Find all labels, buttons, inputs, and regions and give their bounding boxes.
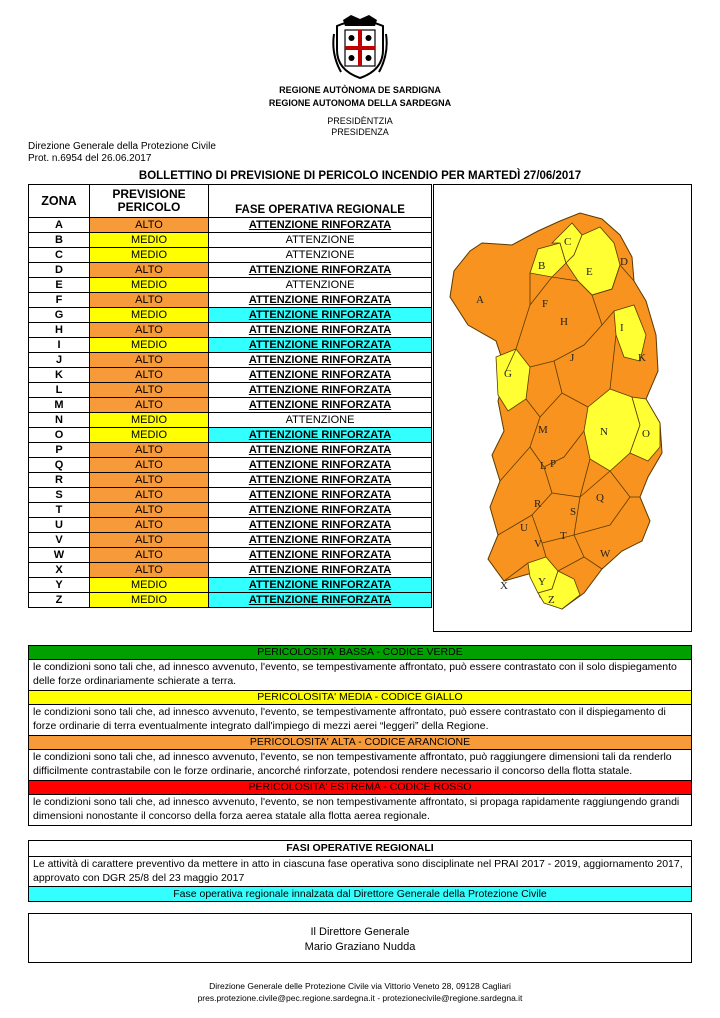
zone-hazard-level: MEDIO	[90, 413, 209, 428]
zone-operational-phase: ATTENZIONE	[209, 248, 432, 263]
svg-text:V: V	[534, 538, 542, 550]
zone-hazard-level: ALTO	[90, 293, 209, 308]
signature-name: Mario Graziano Nudda	[304, 941, 416, 953]
svg-text:U: U	[520, 522, 528, 534]
zone-code: N	[29, 413, 90, 428]
zone-hazard-level: ALTO	[90, 563, 209, 578]
zone-row-o	[29, 428, 432, 443]
zone-operational-phase: ATTENZIONE RINFORZATA	[209, 368, 432, 383]
zone-operational-phase: ATTENZIONE RINFORZATA	[209, 323, 432, 338]
col-header-zona: ZONA	[29, 185, 90, 218]
zone-hazard-level: ALTO	[90, 368, 209, 383]
zone-operational-phase: ATTENZIONE RINFORZATA	[209, 593, 432, 608]
zone-operational-phase: ATTENZIONE RINFORZATA	[209, 443, 432, 458]
zone-row-l	[29, 383, 432, 398]
zone-row-z	[29, 593, 432, 608]
hazard-legend-items	[29, 646, 691, 825]
legend-description-2: le condizioni sono tali che, ad innesco avvenuto, l'evento, se non tempestivamente affrontato, può raggiungere dimensioni tali da renderlo difficilmente contrastabile con le forze ordinarie, ancorché rinforzate, potendosi rendere necessario il concorso della flotta statale.	[29, 750, 691, 781]
zone-code: E	[29, 278, 90, 293]
zone-hazard-level: ALTO	[90, 548, 209, 563]
zone-operational-phase: ATTENZIONE RINFORZATA	[209, 353, 432, 368]
svg-text:H: H	[560, 316, 568, 328]
zone-row-y	[29, 578, 432, 593]
zone-operational-phase: ATTENZIONE RINFORZATA	[209, 488, 432, 503]
zone-code: H	[29, 323, 90, 338]
zone-operational-phase: ATTENZIONE RINFORZATA	[209, 398, 432, 413]
zone-operational-phase: ATTENZIONE RINFORZATA	[209, 218, 432, 233]
svg-text:D: D	[620, 256, 628, 268]
legend-title-1: PERICOLOSITA' MEDIA - CODICE GIALLO	[29, 691, 691, 705]
svg-text:S: S	[570, 506, 577, 518]
svg-text:Q: Q	[596, 492, 604, 504]
zone-code: V	[29, 533, 90, 548]
zone-operational-phase: ATTENZIONE RINFORZATA	[209, 473, 432, 488]
svg-text:A: A	[476, 294, 484, 306]
zone-operational-phase: ATTENZIONE RINFORZATA	[209, 518, 432, 533]
zone-operational-phase: ATTENZIONE	[209, 278, 432, 293]
zone-code: C	[29, 248, 90, 263]
svg-text:B: B	[538, 260, 546, 272]
region-seal-logo	[331, 14, 389, 80]
zone-operational-phase: ATTENZIONE RINFORZATA	[209, 533, 432, 548]
zone-code: Q	[29, 458, 90, 473]
svg-text:C: C	[564, 236, 572, 248]
zone-row-d	[29, 263, 432, 278]
zone-hazard-level: ALTO	[90, 443, 209, 458]
zone-operational-phase: ATTENZIONE	[209, 233, 432, 248]
zone-hazard-level: ALTO	[90, 353, 209, 368]
svg-text:W: W	[600, 548, 611, 560]
svg-text:M: M	[538, 424, 548, 436]
zone-code: U	[29, 518, 90, 533]
svg-text:J: J	[570, 352, 575, 364]
zone-row-p	[29, 443, 432, 458]
zone-code: A	[29, 218, 90, 233]
zone-hazard-level: MEDIO	[90, 338, 209, 353]
zone-operational-phase: ATTENZIONE RINFORZATA	[209, 428, 432, 443]
zone-code: X	[29, 563, 90, 578]
zones-table	[28, 184, 432, 608]
zone-hazard-level: MEDIO	[90, 593, 209, 608]
svg-text:F: F	[542, 298, 549, 310]
zone-hazard-level: ALTO	[90, 518, 209, 533]
zone-hazard-level: ALTO	[90, 533, 209, 548]
footer-emails: pres.protezione.civile@pec.regione.sardegna.it - protezionecivile@regione.sardegna.it	[197, 993, 523, 1003]
svg-text:Z: Z	[548, 594, 555, 606]
col-header-previsione-line2: PERICOLO	[117, 200, 181, 214]
zone-row-w	[29, 548, 432, 563]
zone-code: M	[29, 398, 90, 413]
zone-code: G	[29, 308, 90, 323]
signature-box	[28, 913, 692, 963]
zone-operational-phase: ATTENZIONE RINFORZATA	[209, 458, 432, 473]
zone-hazard-level: MEDIO	[90, 578, 209, 593]
zone-code: P	[29, 443, 90, 458]
zone-row-s	[29, 488, 432, 503]
svg-text:G: G	[504, 368, 512, 380]
region-name-italian: REGIONE AUTONOMA DELLA SARDEGNA	[268, 98, 452, 108]
zone-row-b	[29, 233, 432, 248]
office-name-sardinian: PRESIDÈNTZIA	[327, 116, 393, 126]
zone-code: Z	[29, 593, 90, 608]
zone-hazard-level: MEDIO	[90, 308, 209, 323]
operational-phases-box	[28, 840, 692, 902]
zone-row-t	[29, 503, 432, 518]
zone-operational-phase: ATTENZIONE RINFORZATA	[209, 578, 432, 593]
zone-hazard-level: ALTO	[90, 263, 209, 278]
protocol-number: Prot. n.6954 del 26.06.2017	[28, 153, 152, 164]
svg-text:L: L	[540, 460, 547, 472]
zone-row-c	[29, 248, 432, 263]
zone-code: L	[29, 383, 90, 398]
zone-row-e	[29, 278, 432, 293]
zone-code: F	[29, 293, 90, 308]
zone-hazard-level: ALTO	[90, 398, 209, 413]
operational-phases-text: Le attività di carattere preventivo da mettere in atto in ciascuna fase operativa sono disciplinate nel PRAI 2017 - 2019, aggiornamento 2017, approvato con DGR 25/8 del 23 maggio 2017	[29, 857, 691, 887]
col-header-previsione	[90, 185, 209, 218]
zone-code: W	[29, 548, 90, 563]
zone-operational-phase: ATTENZIONE RINFORZATA	[209, 383, 432, 398]
zone-operational-phase: ATTENZIONE RINFORZATA	[209, 308, 432, 323]
zones-table-header	[29, 185, 432, 218]
zone-row-n	[29, 413, 432, 428]
region-name-sardinian: REGIONE AUTÒNOMA DE SARDIGNA	[279, 85, 441, 95]
zone-code: R	[29, 473, 90, 488]
footer-address: Direzione Generale delle Protezione Civile via Vittorio Veneto 28, 09128 Cagliari	[209, 981, 511, 991]
svg-text:P: P	[550, 458, 557, 470]
zone-code: T	[29, 503, 90, 518]
zone-operational-phase: ATTENZIONE	[209, 413, 432, 428]
zone-row-r	[29, 473, 432, 488]
legend-description-0: le condizioni sono tali che, ad innesco avvenuto, l'evento, se tempestivamente affrontato, può essere contrastato con il solo dispiegamento delle forze ordinariamente schierate a terra.	[29, 660, 691, 691]
sardinia-zone-map	[433, 184, 692, 632]
col-header-fase: FASE OPERATIVA REGIONALE	[209, 185, 432, 218]
zone-row-v	[29, 533, 432, 548]
zone-hazard-level: ALTO	[90, 488, 209, 503]
zone-hazard-level: ALTO	[90, 473, 209, 488]
svg-text:R: R	[534, 498, 542, 510]
operational-phases-title: FASI OPERATIVE REGIONALI	[29, 841, 691, 857]
zone-row-x	[29, 563, 432, 578]
zone-code: O	[29, 428, 90, 443]
zone-code: I	[29, 338, 90, 353]
zone-code: K	[29, 368, 90, 383]
zone-row-m	[29, 398, 432, 413]
zone-operational-phase: ATTENZIONE RINFORZATA	[209, 548, 432, 563]
zone-hazard-level: ALTO	[90, 503, 209, 518]
legend-title-3: PERICOLOSITA' ESTREMA - CODICE ROSSO	[29, 781, 691, 795]
zone-code: Y	[29, 578, 90, 593]
zone-operational-phase: ATTENZIONE RINFORZATA	[209, 503, 432, 518]
zone-code: B	[29, 233, 90, 248]
office-name-italian: PRESIDENZA	[331, 127, 389, 137]
zone-row-f	[29, 293, 432, 308]
zone-operational-phase: ATTENZIONE RINFORZATA	[209, 263, 432, 278]
legend-description-3: le condizioni sono tali che, ad innesco avvenuto, l'evento, se non tempestivamente affrontato, si propaga rapidamente raggiungendo grandi dimensioni nonostante il concorso della forza aerea statale alla flotta aerea regionale.	[33, 796, 680, 822]
zone-hazard-level: ALTO	[90, 323, 209, 338]
zone-code: J	[29, 353, 90, 368]
zone-hazard-level: MEDIO	[90, 248, 209, 263]
zone-row-h	[29, 323, 432, 338]
zone-code: S	[29, 488, 90, 503]
zone-operational-phase: ATTENZIONE RINFORZATA	[209, 338, 432, 353]
zone-hazard-level: MEDIO	[90, 233, 209, 248]
zone-row-g	[29, 308, 432, 323]
zone-hazard-level: ALTO	[90, 218, 209, 233]
svg-text:N: N	[600, 426, 608, 438]
zones-table-body	[29, 218, 432, 608]
zone-row-i	[29, 338, 432, 353]
legend-title-2: PERICOLOSITA' ALTA - CODICE ARANCIONE	[29, 736, 691, 750]
directorate-name: Direzione Generale della Protezione Civile	[28, 141, 216, 152]
zone-row-a	[29, 218, 432, 233]
zone-operational-phase: ATTENZIONE RINFORZATA	[209, 293, 432, 308]
svg-text:E: E	[586, 266, 593, 278]
sardinia-map-svg	[434, 185, 691, 631]
zone-hazard-level: ALTO	[90, 458, 209, 473]
svg-text:K: K	[638, 352, 646, 364]
svg-text:X: X	[500, 580, 508, 592]
svg-text:I: I	[620, 322, 624, 334]
svg-text:O: O	[642, 428, 650, 440]
zone-hazard-level: ALTO	[90, 383, 209, 398]
zone-row-j	[29, 353, 432, 368]
zone-row-u	[29, 518, 432, 533]
svg-text:Y: Y	[538, 576, 546, 588]
legend-title-0: PERICOLOSITA' BASSA - CODICE VERDE	[29, 646, 691, 660]
bulletin-title: BOLLETTINO DI PREVISIONE DI PERICOLO INCENDIO PER MARTEDÌ 27/06/2017	[138, 170, 582, 182]
zone-hazard-level: MEDIO	[90, 278, 209, 293]
zone-row-q	[29, 458, 432, 473]
svg-text:T: T	[560, 530, 567, 542]
zone-operational-phase: ATTENZIONE RINFORZATA	[209, 563, 432, 578]
raised-phase-note: Fase operativa regionale innalzata dal Direttore Generale della Protezione Civile	[29, 887, 691, 901]
zone-code: D	[29, 263, 90, 278]
zone-hazard-level: MEDIO	[90, 428, 209, 443]
col-header-previsione-line1: PREVISIONE	[112, 187, 186, 201]
signature-role: Il Direttore Generale	[310, 926, 410, 938]
zone-row-k	[29, 368, 432, 383]
legend-description-1: le condizioni sono tali che, ad innesco avvenuto, l'evento, se tempestivamente affrontato, può essere contrastato con il dispiegamento di forze ordinarie di terra eventualmente integrato dall'impiego di mezzi aerei “leggeri” della Regione.	[29, 705, 691, 736]
hazard-legend	[28, 645, 692, 826]
